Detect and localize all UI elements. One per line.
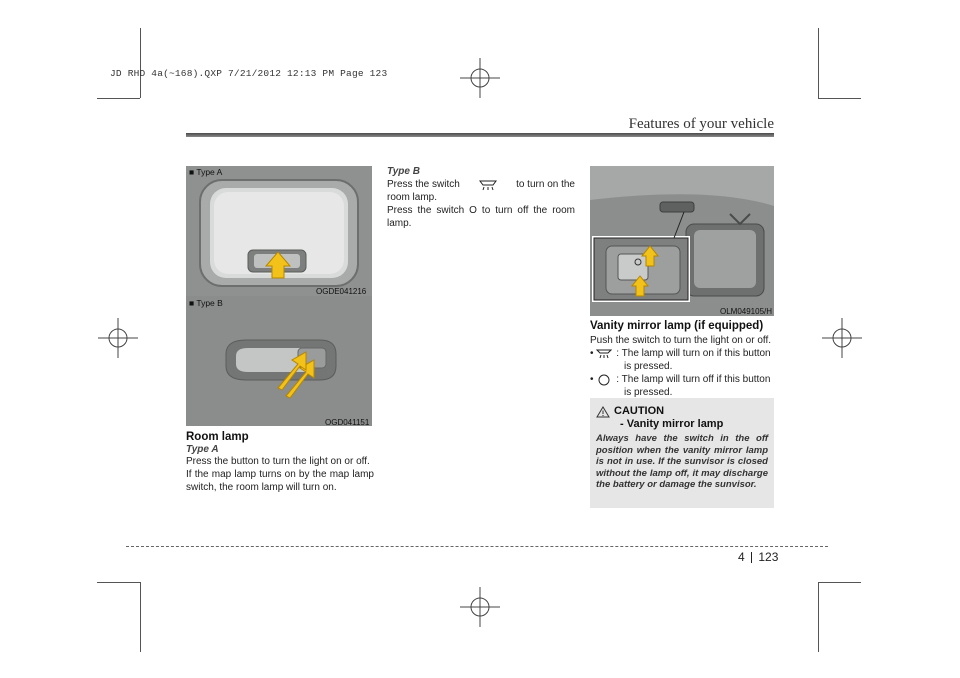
print-slug: JD RHD 4a(~168).QXP 7/21/2012 12:13 PM Page 123	[110, 68, 388, 79]
vanity-lamp-title: Vanity mirror lamp (if equipped)	[590, 320, 764, 332]
crop-mark	[818, 582, 819, 652]
caution-title: CAUTION	[614, 405, 665, 417]
figure-code-vanity: OLM049105/H	[720, 307, 773, 316]
figure-code-type-a: OGDE041216	[316, 287, 367, 296]
caution-subtitle: - Vanity mirror lamp	[620, 418, 724, 430]
vanity-bullet-on	[590, 348, 776, 373]
room-lamp-type-a-illustration	[186, 166, 372, 296]
bullet-dot: •	[590, 348, 597, 359]
crop-mark	[818, 98, 861, 99]
caution-text: Always have the switch in the off position when the vanity mirror lamp is not in use. If the sunvisor is closed without the lamp off, it may discharge the battery or damage the sunvisor.	[596, 433, 768, 490]
room-lamp-type-b-label: Type B	[387, 166, 420, 177]
crop-mark	[140, 28, 141, 98]
vanity-bullet-off	[590, 374, 776, 399]
lamp-off-icon	[596, 374, 612, 386]
page-number-value: 123	[758, 550, 779, 564]
room-lamp-type-a-label: Type A	[186, 444, 219, 455]
registration-mark	[822, 318, 862, 358]
figure-tag-type-b: ■ Type B	[189, 298, 223, 308]
crop-mark	[140, 582, 141, 652]
vanity-mirror-photo	[590, 166, 774, 316]
room-lamp-title: Room lamp	[186, 431, 249, 443]
page-number	[738, 550, 778, 564]
type-b-text-start: Press the switch	[387, 179, 460, 190]
crop-mark	[97, 582, 140, 583]
page-number-divider	[751, 552, 752, 563]
room-lamp-type-b-text-1	[387, 179, 575, 204]
crop-mark	[818, 28, 819, 98]
vanity-mirror-illustration	[590, 166, 774, 316]
figure-code-type-b: OGD041151	[325, 418, 370, 427]
type-b-text-end: to turn on the	[516, 179, 575, 190]
bullet-on-text-cont: is pressed.	[624, 360, 673, 372]
room-lamp-type-b-illustration	[186, 296, 372, 426]
room-lamp-type-a-text-2: If the map lamp turns on by the map lamp switch, the room lamp will turn on.	[186, 469, 374, 493]
room-lamp-type-a-text-1: Press the button to turn the light on or off.	[186, 456, 370, 467]
footer-rule	[126, 546, 828, 547]
bullet-off-text: : The lamp will turn off if this button	[616, 374, 771, 385]
page-header-title: Features of your vehicle	[628, 116, 774, 132]
crop-mark	[818, 582, 861, 583]
registration-mark	[460, 587, 500, 627]
type-b-text-cont: room lamp.	[387, 191, 438, 203]
room-lamp-icon	[478, 179, 498, 191]
chapter-number: 4	[738, 550, 745, 564]
registration-mark	[460, 58, 500, 98]
bullet-dot: •	[590, 374, 597, 385]
vanity-lamp-intro: Push the switch to turn the light on or off.	[590, 335, 772, 346]
bullet-off-text-cont: is pressed.	[624, 386, 673, 398]
warning-triangle-icon	[596, 406, 610, 418]
header-rule	[186, 133, 774, 137]
caution-box	[590, 398, 774, 508]
room-lamp-type-b-photo	[186, 296, 372, 426]
registration-mark	[98, 318, 138, 358]
crop-mark	[97, 98, 140, 99]
figure-tag-type-a: ■ Type A	[189, 167, 223, 177]
room-lamp-type-a-photo	[186, 166, 372, 296]
lamp-on-icon	[596, 349, 612, 359]
bullet-on-text: : The lamp will turn on if this button	[616, 348, 771, 359]
room-lamp-type-b-text-2: Press the switch O to turn off the room lamp.	[387, 205, 575, 229]
